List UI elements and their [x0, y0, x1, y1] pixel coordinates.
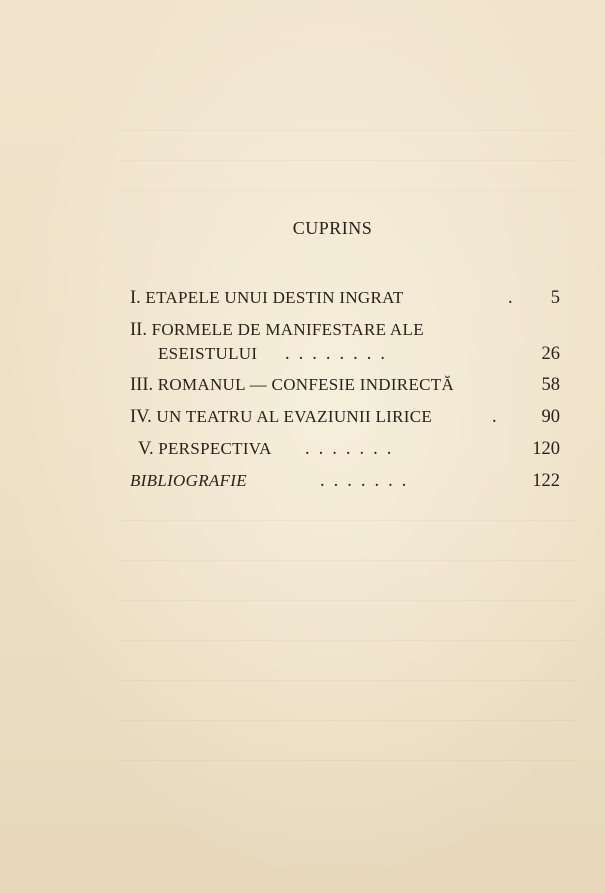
- page-title: CUPRINS: [292, 218, 373, 238]
- entry-number: III.: [130, 375, 154, 395]
- entry-page: 5: [550, 288, 560, 308]
- entry-title: UN TEATRU AL EVAZIUNII LIRICE: [156, 407, 433, 426]
- entry-number: I.: [130, 288, 141, 308]
- entry-page: 90: [541, 407, 560, 427]
- leader-dots: .......: [320, 471, 416, 491]
- leader-dots: .......: [305, 439, 401, 459]
- leader-dots: ........: [285, 344, 394, 364]
- leader-dots: .: [492, 407, 506, 427]
- entry-title: BIBLIOGRAFIE: [130, 471, 247, 490]
- leader-dots: .: [508, 288, 522, 308]
- entry-number: IV.: [130, 407, 152, 427]
- entry-number: II.: [130, 320, 147, 340]
- entry-title: ROMANUL — CONFESIE INDIRECTĂ: [157, 375, 455, 394]
- entry-number: V.: [138, 439, 154, 459]
- entry-title: FORMELE DE MANIFESTARE ALE: [151, 320, 424, 339]
- entry-title-continued: ESEISTULUI: [158, 344, 258, 363]
- entry-title: PERSPECTIVA: [158, 439, 272, 458]
- entry-page: 120: [532, 439, 560, 459]
- entry-title: ETAPELE UNUI DESTIN INGRAT: [145, 288, 404, 307]
- entry-page: 122: [532, 471, 560, 491]
- entry-page: 58: [541, 375, 560, 395]
- entry-page: 26: [541, 344, 560, 364]
